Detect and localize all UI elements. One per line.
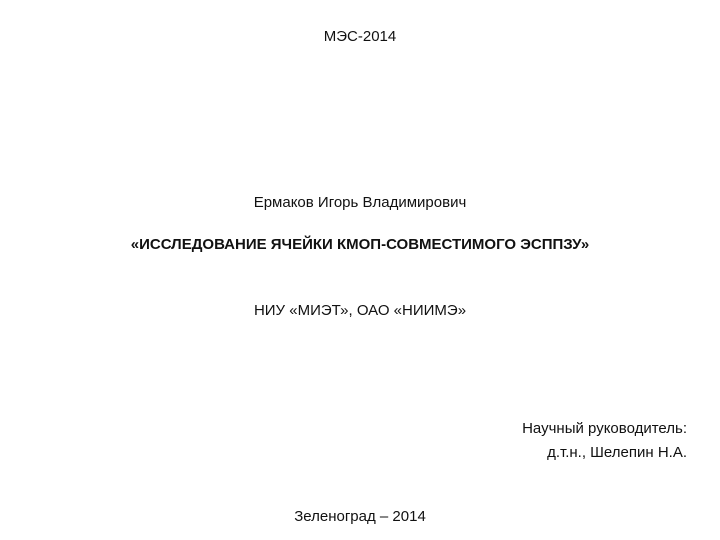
organization: НИУ «МИЭТ», ОАО «НИИМЭ» (253, 302, 467, 319)
advisor-label: Научный руководитель: (522, 420, 687, 437)
advisor-name: д.т.н., Шелепин Н.А. (547, 444, 687, 461)
footer-city-year: Зеленоград – 2014 (294, 508, 426, 525)
author-name: Ермаков Игорь Владимирович (253, 194, 467, 211)
conference-name: МЭС-2014 (323, 28, 397, 45)
presentation-title: «ИССЛЕДОВАНИЕ ЯЧЕЙКИ КМОП-СОВМЕСТИМОГО ЭСППЗУ» (130, 236, 590, 253)
